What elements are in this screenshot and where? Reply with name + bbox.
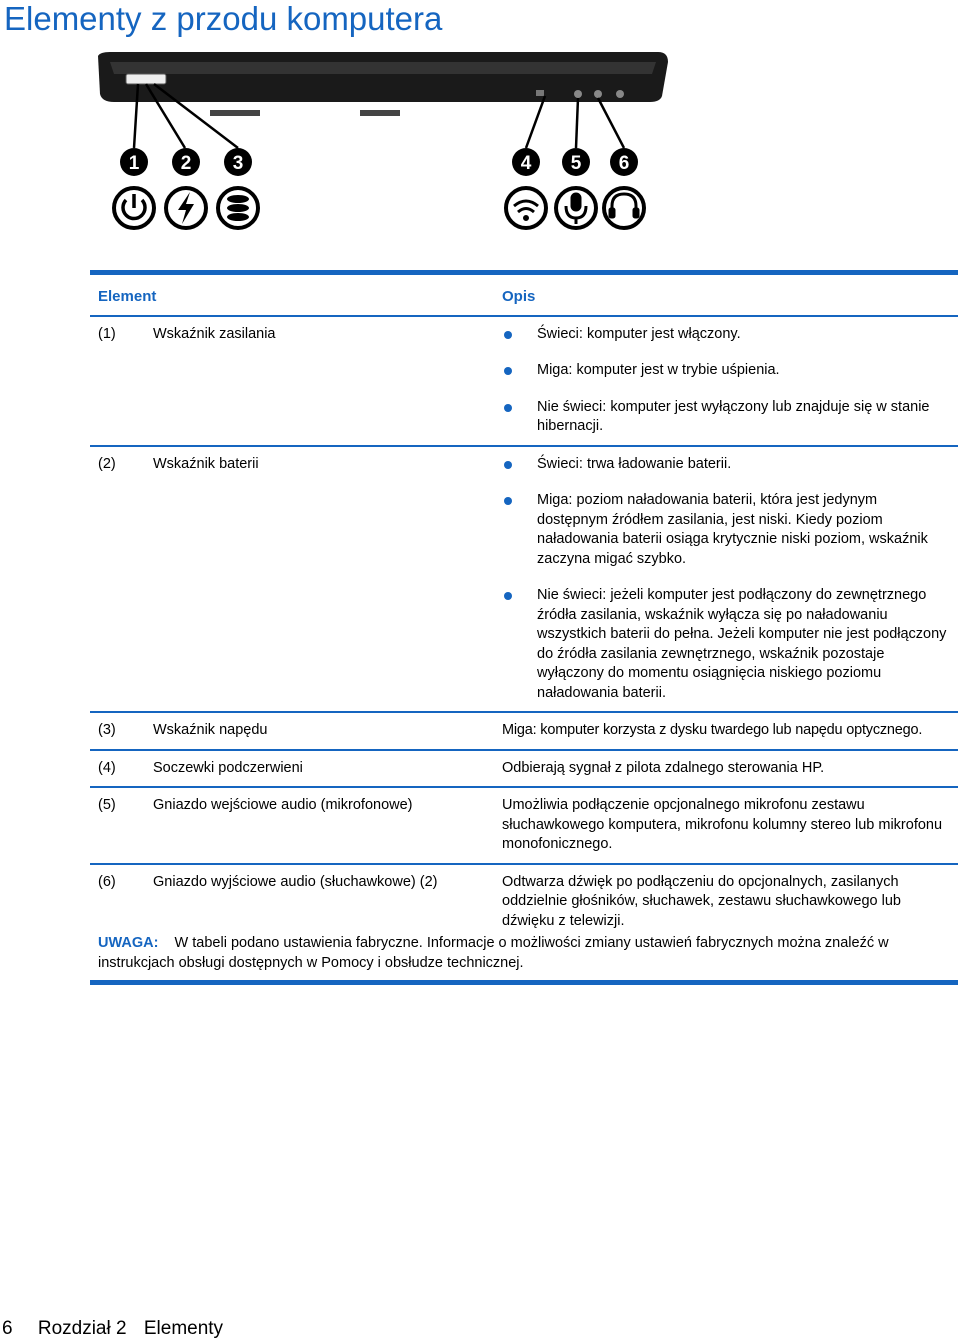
list-item [502, 361, 950, 381]
table-row [90, 864, 958, 940]
bullet-icon [504, 497, 512, 505]
drive-icon [218, 188, 258, 228]
element-cell [90, 750, 494, 788]
callout-badge-1 [120, 148, 148, 176]
bullet-text: Nie świeci: komputer jest wyłączony lub znajduje się w stanie hibernacji. [537, 398, 930, 434]
description-cell: Miga: komputer korzysta z dysku twardego lub napędu optycznego. [494, 712, 958, 750]
callout-badge-5 [562, 148, 590, 176]
page-number: 6 [2, 1318, 13, 1339]
table-row [90, 712, 958, 750]
callout-label: 5 [570, 153, 582, 174]
column-header-element: Element [90, 273, 494, 316]
bullet-text: Nie świeci: jeżeli komputer jest podłączony do zewnętrznego źródła zasilania, wskaźnik wyłącza się po naładowaniu wszystkich baterii do pełna. Jeżeli komputer nie jest podłączony do źródła zasilania zewnętrznego, wskaźnik pozostaje wyłączony do momentu osiągnięcia niskiego poziomu naładowania baterii. [537, 587, 947, 701]
callout-label: 1 [128, 153, 140, 174]
element-cell [90, 787, 494, 864]
element-name: Soczewki podczerwieni [153, 759, 303, 776]
element-cell [90, 712, 494, 750]
table-row [90, 787, 958, 864]
callout-label: 4 [520, 153, 532, 174]
page-footer [2, 1318, 243, 1340]
footer-section: Elementy [143, 1318, 224, 1339]
callout-badge-4 [512, 148, 540, 176]
element-cell [90, 446, 494, 713]
description-cell: Odbierają sygnał z pilota zdalnego sterowania HP. [494, 750, 958, 788]
component-table [90, 270, 958, 939]
row-number: (6) [98, 873, 116, 890]
list-item [502, 491, 950, 569]
element-name: Wskaźnik baterii [153, 455, 259, 472]
callout-badge-2 [172, 148, 200, 176]
infrared-icon [506, 188, 546, 228]
footer-chapter: Rozdział 2 [37, 1318, 127, 1339]
list-item [502, 325, 950, 345]
headphones-icon [604, 188, 644, 228]
bullet-icon [504, 592, 512, 600]
power-icon [114, 188, 154, 228]
list-item [502, 398, 950, 437]
description-cell [494, 446, 958, 713]
table-row [90, 316, 958, 446]
description-cell: Odtwarza dźwięk po podłączeniu do opcjonalnych, zasilanych oddzielnie głośników, słuchawek, zestawu słuchawkowego lub dźwięku z telewizji. [502, 873, 901, 929]
element-name: Gniazdo wejściowe audio (mikrofonowe) [153, 797, 413, 813]
row-number: (2) [98, 455, 116, 472]
row-number: (5) [98, 797, 116, 813]
table-row [90, 446, 958, 713]
callout-badge-3 [224, 148, 252, 176]
bullet-icon [504, 461, 512, 469]
callout-label: 6 [618, 153, 630, 174]
bullet-text: Miga: komputer jest w trybie uśpienia. [537, 362, 780, 378]
element-cell [90, 316, 494, 446]
note-text: W tabeli podano ustawienia fabryczne. Informacje o możliwości zmiany ustawień fabrycznych można znaleźć w instrukcjach obsługi dostępnych w Pomocy i obsłudze technicznej. [98, 935, 889, 971]
element-name: Gniazdo wyjściowe audio (słuchawkowe) (2) [153, 873, 438, 890]
bullet-text: Świeci: komputer jest włączony. [537, 325, 741, 342]
row-number: (3) [98, 722, 116, 738]
bullet-text: Świeci: trwa ładowanie baterii. [537, 455, 732, 472]
list-item [502, 586, 950, 703]
list-item [502, 455, 950, 475]
description-cell: Umożliwia podłączenie opcjonalnego mikrofonu zestawu słuchawkowego komputera, mikrofonu kolumny stereo lub mikrofonu monofonicznego. [494, 787, 958, 864]
note-label: UWAGA: [98, 935, 159, 951]
bullet-text: Miga: poziom naładowania baterii, która jest jedynym dostępnym źródłem zasilania, jest niski. Kiedy poziom naładowania baterii osiąga krytycznie niski poziom, wskaźnik zaczyna migać szybko. [537, 492, 928, 567]
bullet-icon [504, 331, 512, 339]
bullet-icon [504, 367, 512, 375]
page-title: Elementy z przodu komputera [4, 0, 443, 37]
column-header-description: Opis [494, 273, 958, 316]
callout-label: 2 [180, 153, 192, 174]
callout-label: 3 [232, 153, 244, 174]
battery-icon [166, 188, 206, 228]
table-row [90, 750, 958, 788]
note-divider [90, 980, 958, 985]
laptop-front-figure [90, 50, 680, 240]
row-number: (1) [98, 325, 116, 342]
element-name: Wskaźnik zasilania [153, 325, 276, 342]
element-cell [90, 864, 494, 940]
callout-badge-6 [610, 148, 638, 176]
microphone-icon [556, 188, 596, 228]
element-name: Wskaźnik napędu [153, 722, 268, 738]
row-number: (4) [98, 759, 116, 776]
description-cell [494, 316, 958, 446]
bullet-icon [504, 404, 512, 412]
note [98, 933, 938, 973]
